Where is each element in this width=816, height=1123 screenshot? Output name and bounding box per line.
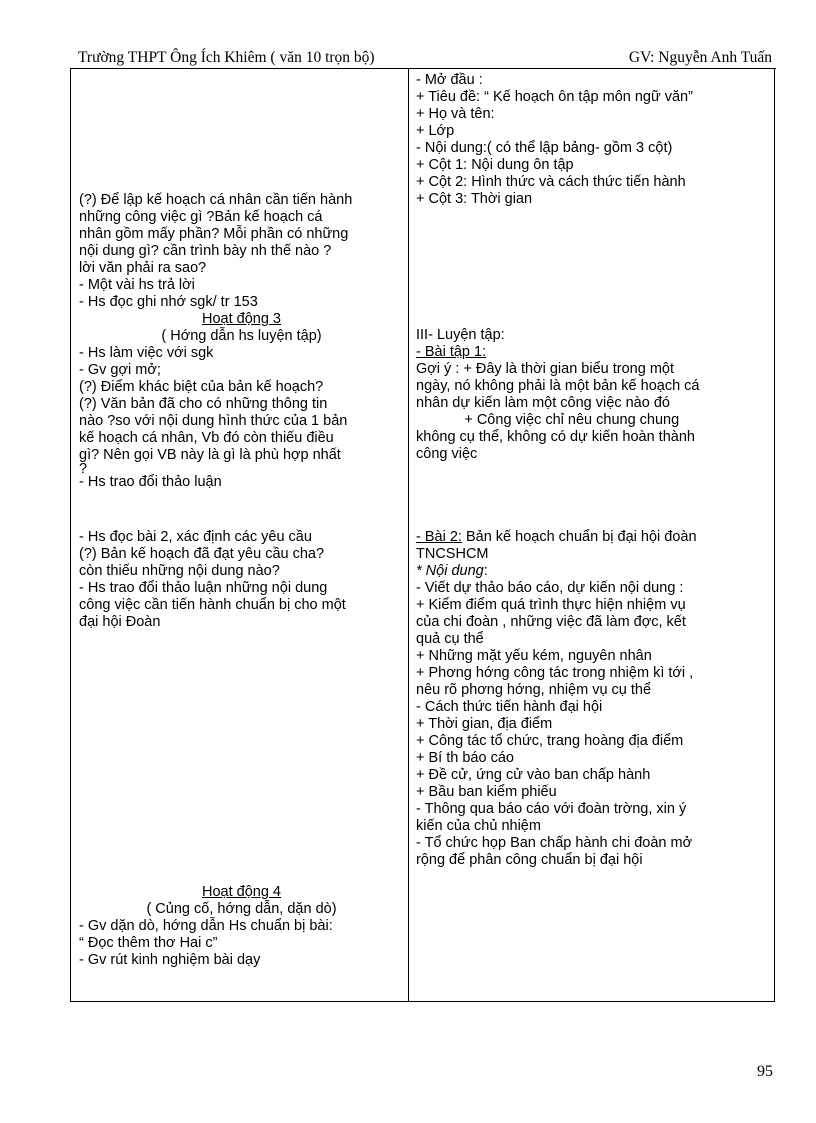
page-header (78, 49, 772, 69)
activity-3-subtitle: ( Hớng dẫn hs luyện tập) (161, 328, 322, 344)
text-line: - Thông qua báo cáo với đoàn trờng, xin ý (416, 801, 687, 817)
exercise-2-text: Bản kế hoạch chuẩn bị đại hội đoàn (461, 529, 697, 545)
activity-3-title: Hoạt động 3 (201, 311, 281, 327)
right-practice (416, 327, 771, 463)
header-teacher: GV: Nguyễn Anh Tuấn (628, 49, 772, 66)
text-line: + Bí th báo cáo (416, 750, 514, 766)
text-line: Gợi ý : + Đây là thời gian biểu trong một (416, 361, 674, 377)
text-line: - Cách thức tiến hành đại hội (416, 699, 603, 715)
text-line: nội dung gì? cần trình bày nh thế nào ? (79, 243, 332, 259)
text-line: (?) Văn bản đã cho có những thông tin (79, 396, 328, 412)
text-line: (?) Điểm khác biệt của bản kế hoạch? (79, 379, 324, 395)
text-line: + Tiêu đề: “ Kế hoạch ôn tập môn ngữ văn” (416, 89, 693, 105)
text-line: lời văn phải ra sao? (79, 260, 207, 276)
text-line: đại hội Đoàn (79, 614, 161, 630)
left-block-3 (79, 529, 404, 631)
lesson-table (70, 68, 775, 1002)
text-line: của chi đoàn , những việc đã làm đợc, kết (416, 614, 686, 630)
exercise-2-heading (416, 529, 771, 546)
text-line: không cụ thể, không có dự kiến hoàn thành (416, 429, 695, 445)
text-line: + Bầu ban kiểm phiếu (416, 784, 557, 800)
text-line: ngày, nó không phải là một bản kế hoạch cá (416, 378, 700, 394)
text-line: - Gv gợi mở; (79, 362, 161, 378)
text-line: rộng để phân công chuẩn bị đại hội (416, 852, 643, 868)
text-line: kiến của chủ nhiệm (416, 818, 541, 834)
text-line: nào ?so với nội dung hình thức của 1 bản (79, 413, 348, 429)
text-line: - Hs trao đổi thảo luận (79, 474, 222, 490)
activity-4-subtitle: ( Củng cố, hớng dẫn, dặn dò) (146, 901, 337, 917)
text-line: - Viết dự thảo báo cáo, dự kiến nội dung : (416, 580, 684, 596)
text-line: ? (79, 461, 88, 477)
content-label: * Nội dung (416, 563, 484, 579)
text-line: + Cột 2: Hình thức và cách thức tiến hành (416, 174, 686, 190)
exercise-2-label: - Bài 2: (416, 529, 462, 545)
page-number: 95 (757, 1063, 773, 1080)
text-line: “ Đọc thêm thơ Hai c” (79, 935, 218, 951)
text-line: những công việc gì ?Bản kế hoạch cá (79, 209, 323, 225)
text-line: + Kiểm điểm quá trình thực hiện nhiệm vụ (416, 597, 686, 613)
text-line: - Hs đọc bài 2, xác định các yêu cầu (79, 529, 312, 545)
text-line: - Gv rút kinh nghiệm bài dạy (79, 952, 261, 968)
right-exercise-2 (416, 529, 771, 869)
text-line: - Nội dung:( có thể lập bảng- gồm 3 cột) (416, 140, 673, 156)
text-line: gì? Nên gọi VB này là gì là phù hợp nhất (79, 447, 341, 463)
left-activity-3 (79, 311, 404, 491)
text-line: + Đề cử, ứng cử vào ban chấp hành (416, 767, 651, 783)
text-line: - Một vài hs trả lời (79, 277, 195, 293)
column-divider (408, 68, 409, 1001)
activity-4-title: Hoạt động 4 (201, 884, 281, 900)
text-line: (?) Bản kế hoạch đã đạt yêu cầu cha? (79, 546, 325, 562)
text-line: - Hs đọc ghi nhớ sgk/ tr 153 (79, 294, 258, 310)
practice-title: III- Luyện tập: (416, 327, 505, 343)
text-line: - Hs làm việc với sgk (79, 345, 214, 361)
text-line: - Gv dặn dò, hớng dẫn Hs chuẩn bị bài: (79, 918, 333, 934)
text-line: nhân gồm mấy phần? Mỗi phần có những (79, 226, 349, 242)
exercise-1-label: - Bài tập 1: (416, 344, 487, 360)
text-line: + Những mặt yếu kém, nguyên nhân (416, 648, 652, 664)
text-line: nêu rõ phơng hớng, nhiệm vụ cụ thể (416, 682, 652, 698)
text-line: + Công tác tổ chức, trang hoàng địa điểm (416, 733, 684, 749)
right-block-1 (416, 72, 771, 208)
text-line: - Tổ chức họp Ban chấp hành chi đoàn mở (416, 835, 693, 851)
text-line: nhân dự kiến làm một công việc nào đó (416, 395, 670, 411)
text-line: công việc cần tiến hành chuẩn bị cho một (79, 597, 346, 613)
text-line: + Công việc chỉ nêu chung chung (416, 412, 680, 428)
text-line: kế hoạch cá nhân, Vb đó còn thiếu điều (79, 430, 334, 446)
header-school: Trường THPT Ông Ích Khiêm ( văn 10 trọn bộ) (78, 49, 375, 66)
left-block-1 (79, 192, 404, 311)
text-line: + Cột 3: Thời gian (416, 191, 533, 207)
content-heading (416, 563, 771, 580)
text-line: (?) Để lập kế hoạch cá nhân cần tiến hành (79, 192, 353, 208)
text-line: TNCSHCM (416, 546, 489, 562)
text-line: + Lớp (416, 123, 455, 139)
text-line: + Cột 1: Nội dung ôn tập (416, 157, 574, 173)
text-line: quả cụ thể (416, 631, 484, 647)
text-line: + Thời gian, địa điểm (416, 716, 553, 732)
text-line: - Mở đầu : (416, 72, 483, 88)
text-line: công việc (416, 446, 478, 462)
text-line: + Phơng hớng công tác trong nhiệm kì tới , (416, 665, 694, 681)
content-colon: : (483, 563, 488, 579)
text-line: - Hs trao đổi thảo luận những nội dung (79, 580, 328, 596)
text-line: còn thiếu những nội dung nào? (79, 563, 280, 579)
text-line: + Họ và tên: (416, 106, 495, 122)
left-activity-4 (79, 884, 404, 969)
